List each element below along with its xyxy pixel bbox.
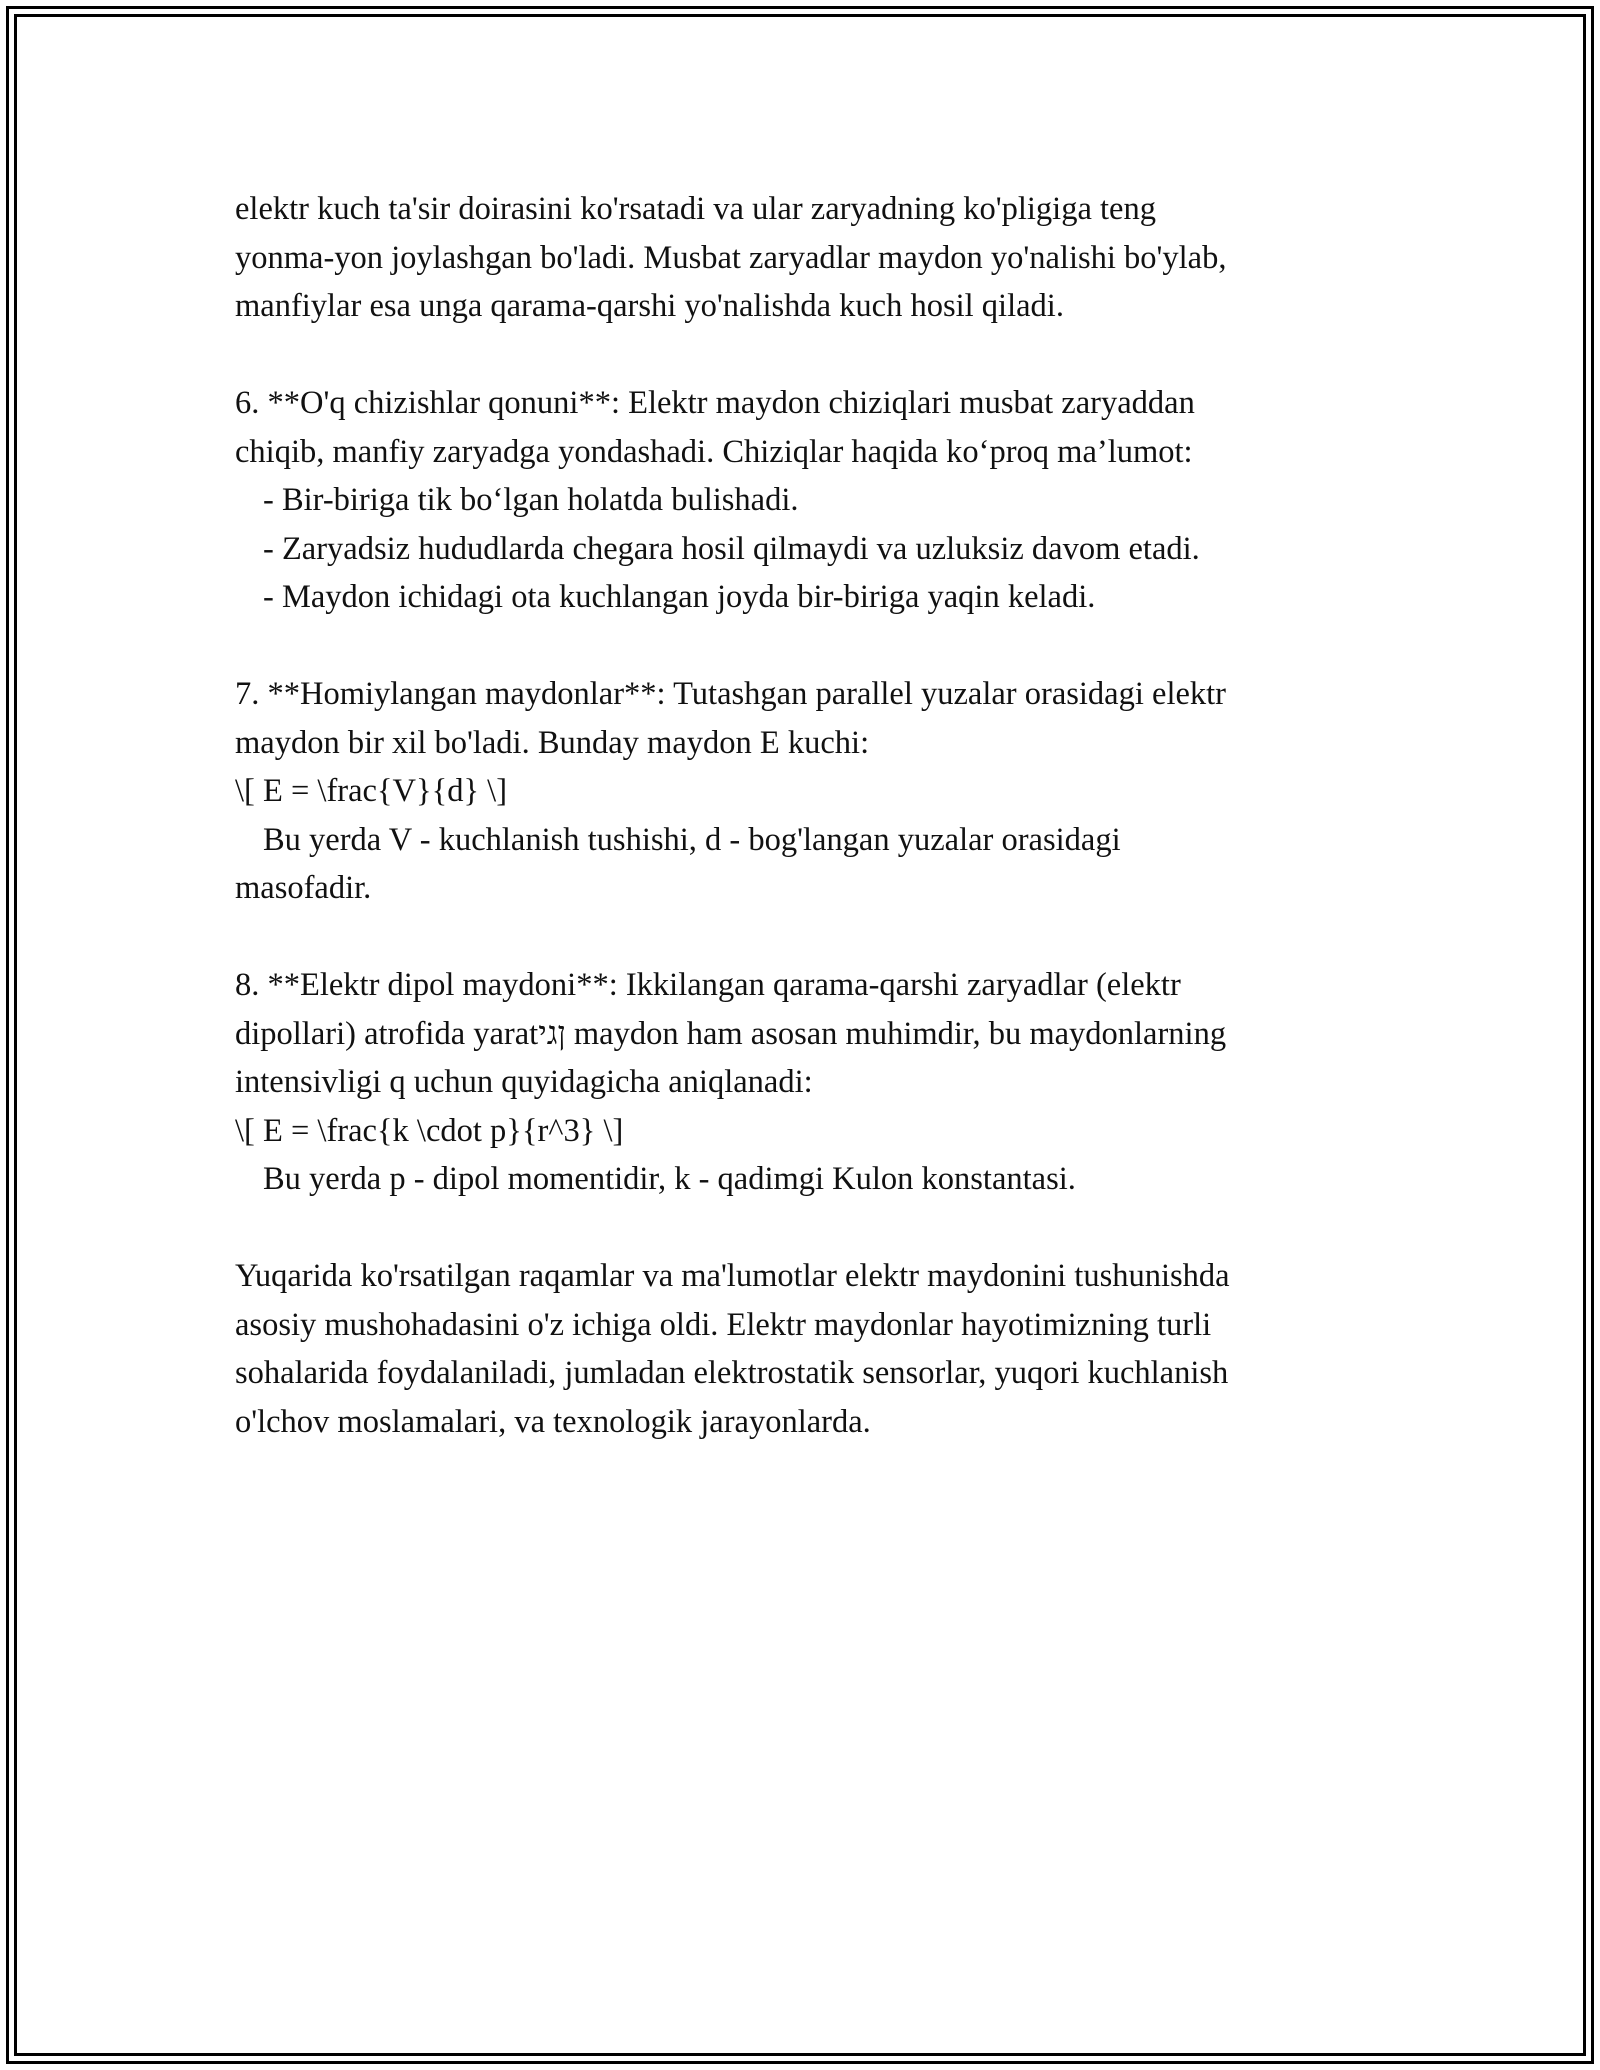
conclusion-paragraph: [235, 1252, 1395, 1446]
section-6-heading-line: 6. **O'q chizishlar qonuni**: Elektr maydon chiziqlari musbat zaryaddan: [235, 385, 1195, 421]
formula-explanation: Bu yerda p - dipol momentidir, k - qadimgi Kulon konstantasi.: [263, 1161, 1076, 1197]
text-line: o'lchov moslamalari, va texnologik jarayonlarda.: [235, 1403, 871, 1440]
formula-explanation: Bu yerda V - kuchlanish tushishi, d - bog'langan yuzalar orasidagi: [263, 821, 1121, 858]
text-line: chiqib, manfiy zaryadga yondashadi. Chiziqlar haqida ko‘proq ma’lumot:: [235, 433, 1193, 470]
paragraph-spacer: [235, 622, 1395, 671]
section-6: [235, 379, 1395, 622]
document-body: [235, 185, 1395, 1446]
text-line: intensivligi q uchun quyidagicha aniqlanadi:: [235, 1064, 813, 1100]
text-line: dipollari) atrofida yaratןגי maydon ham asosan muhimdir, bu maydonlarning: [235, 1015, 1227, 1052]
section-7: [235, 670, 1395, 913]
section-8-heading-line: 8. **Elektr dipol maydoni**: Ikkilangan qarama-qarshi zaryadlar (elektr: [235, 967, 1181, 1003]
text-line: maydon bir xil bo'ladi. Bunday maydon E kuchi:: [235, 724, 870, 761]
formula: \[ E = \frac{k \cdot p}{r^3} \]: [235, 1112, 624, 1149]
bullet-item: - Zaryadsiz hududlarda chegara hosil qilmaydi va uzluksiz davom etadi.: [263, 530, 1200, 567]
text-line: masofadir.: [235, 870, 372, 906]
bullet-item: - Maydon ichidagi ota kuchlangan joyda bir-biriga yaqin keladi.: [263, 579, 1096, 615]
paragraph-spacer: [235, 913, 1395, 962]
text-line: elektr kuch ta'sir doirasini ko'rsatadi va ular zaryadning ko'pligiga teng: [235, 191, 1156, 227]
text-line: Yuqarida ko'rsatilgan raqamlar va ma'lumotlar elektr maydonini tushunishda: [235, 1258, 1230, 1294]
text-line: yonma-yon joylashgan bo'ladi. Musbat zaryadlar maydon yo'nalishi bo'ylab,: [235, 239, 1227, 276]
paragraph-spacer: [235, 331, 1395, 380]
text-line: manfiylar esa unga qarama-qarshi yo'nalishda kuch hosil qiladi.: [235, 288, 1064, 324]
section-7-heading-line: 7. **Homiylangan maydonlar**: Tutashgan parallel yuzalar orasidagi elektr: [235, 676, 1226, 712]
text-line: asosiy mushohadasini o'z ichiga oldi. Elektr maydonlar hayotimizning turli: [235, 1306, 1212, 1343]
intro-paragraph: [235, 185, 1395, 331]
bullet-item: - Bir-biriga tik bo‘lgan holatda bulishadi.: [263, 482, 799, 518]
formula: \[ E = \frac{V}{d} \]: [235, 773, 508, 809]
text-line: sohalarida foydalaniladi, jumladan elektrostatik sensorlar, yuqori kuchlanish: [235, 1355, 1229, 1391]
paragraph-spacer: [235, 1204, 1395, 1253]
section-8: [235, 961, 1395, 1204]
